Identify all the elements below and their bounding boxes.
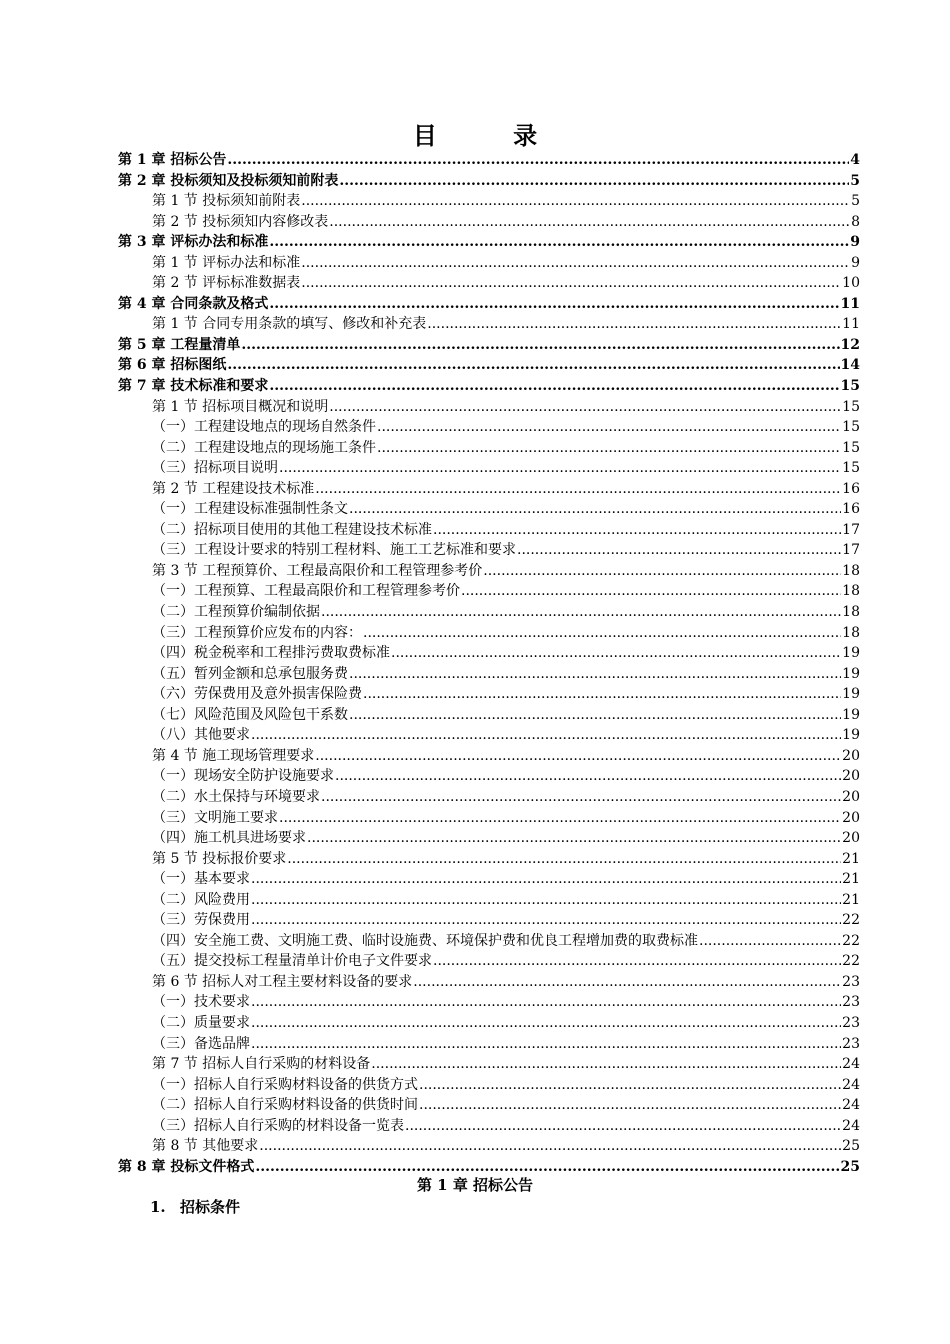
toc-leader-dots [251,1013,841,1033]
toc-entry-label: （三）劳保费用 [152,912,250,929]
toc-leader-dots [259,1136,841,1156]
toc-leader-dots [433,520,841,540]
toc-entry-label: （一）基本要求 [152,871,250,888]
toc-leader-dots [419,1075,841,1095]
toc-leader-dots [251,992,841,1012]
toc-entry-page: 18 [842,562,860,579]
toc-entry-label: 第 6 节 招标人对工程主要材料设备的要求 [152,973,413,990]
toc-entry-page: 24 [842,1097,860,1114]
toc-entry-label: （八）其他要求 [152,727,250,744]
toc-entry-label: 第 5 节 投标报价要求 [152,850,287,867]
toc-entry-label: （六）劳保费用及意外损害保险费 [152,686,362,703]
toc-entry-page: 24 [842,1117,860,1134]
toc-entry-page: 19 [842,645,860,662]
toc-entry-label: （三）工程预算价应发布的内容： [152,624,362,641]
toc-entry[interactable] [118,1054,860,1075]
toc-entry-page: 20 [842,768,860,785]
toc-leader-dots [461,581,841,601]
toc-entry[interactable] [118,643,860,664]
toc-entry[interactable] [118,520,860,541]
toc-leader-dots [335,766,841,786]
toc-leader-dots [241,335,839,355]
toc-leader-dots [339,171,849,191]
toc-entry-label: （五）提交投标工程量清单计价电子文件要求 [152,953,432,970]
toc-entry[interactable] [118,910,860,931]
toc-entry[interactable] [118,972,860,993]
toc-entry-page: 19 [842,665,860,682]
toc-entry[interactable] [118,684,860,705]
toc-entry[interactable] [118,951,860,972]
toc-entry-label: （二）招标人自行采购材料设备的供货时间 [152,1097,418,1114]
toc-leader-dots [269,232,849,252]
toc-entry[interactable] [118,705,860,726]
toc-entry[interactable] [118,171,860,192]
toc-entry-label: （一）现场安全防护设施要求 [152,768,334,785]
toc-entry[interactable] [118,1075,860,1096]
toc-leader-dots [405,1116,841,1136]
toc-leader-dots [427,314,841,334]
toc-entry-page: 9 [850,234,860,251]
toc-leader-dots [251,869,841,889]
toc-entry-label: 第 6 章 招标图纸 [118,357,227,374]
toc-leader-dots [227,150,849,170]
toc-entry[interactable] [118,725,860,746]
toc-entry-label: （三）招标项目说明 [152,460,278,477]
toc-entry-page: 19 [842,706,860,723]
toc-entry-page: 8 [851,213,860,230]
toc-leader-dots [433,951,841,971]
toc-entry[interactable] [118,890,860,911]
toc-entry-label: 第 4 节 施工现场管理要求 [152,747,315,764]
toc-entry[interactable] [118,602,860,623]
toc-entry-label: 第 1 节 招标项目概况和说明 [152,398,329,415]
toc-entry-label: （四）安全施工费、文明施工费、临时设施费、环境保护费和优良工程增加费的取费标准 [152,932,698,949]
section-title: 招标条件 [180,1198,241,1216]
toc-entry-page: 21 [842,891,860,908]
toc-leader-dots [699,931,841,951]
toc-leader-dots [269,376,839,396]
toc-leader-dots [279,458,841,478]
toc-leader-dots [269,294,839,314]
toc-leader-dots [377,438,841,458]
toc-entry[interactable] [118,253,860,274]
toc-entry[interactable] [118,623,860,644]
toc-entry[interactable] [118,397,860,418]
toc-entry-label: 第 1 节 投标须知前附表 [152,193,301,210]
toc-entry[interactable] [118,540,860,561]
toc-entry-label: （四）施工机具进场要求 [152,830,306,847]
toc-entry-page: 17 [842,521,860,538]
toc-entry[interactable] [118,1034,860,1055]
toc-entry-page: 23 [842,1035,860,1052]
toc-entry[interactable] [118,1116,860,1137]
toc-entry-page: 24 [842,1056,860,1073]
toc-entry-page: 18 [842,583,860,600]
toc-entry-label: 第 3 节 工程预算价、工程最高限价和工程管理参考价 [152,562,483,579]
section-heading [150,1196,240,1218]
toc-leader-dots [371,1054,841,1074]
toc-entry[interactable] [118,273,860,294]
chapter-heading: 第 1 章 招标公告 [416,1176,534,1194]
toc-entry-page: 10 [842,275,860,292]
toc-entry-label: 第 2 节 工程建设技术标准 [152,480,315,497]
toc-entry-label: 第 4 章 合同条款及格式 [118,295,269,312]
toc-entry-label: （三）招标人自行采购的材料设备一览表 [152,1117,404,1134]
toc-entry[interactable] [118,828,860,849]
toc-entry-page: 18 [842,604,860,621]
toc-leader-dots [363,623,841,643]
toc-entry-page: 25 [840,1158,860,1175]
toc-entry[interactable] [118,1136,860,1157]
toc-entry-page: 15 [842,460,860,477]
toc-entry[interactable] [118,931,860,952]
toc-entry-label: （三）工程设计要求的特别工程材料、施工工艺标准和要求 [152,542,516,559]
toc-entry-label: 第 5 章 工程量清单 [118,336,241,353]
toc-leader-dots [391,643,841,663]
toc-entry[interactable] [118,849,860,870]
toc-entry[interactable] [118,664,860,685]
toc-entry[interactable] [118,417,860,438]
toc-leader-dots [301,273,841,293]
toc-entry[interactable] [118,1095,860,1116]
toc-title: 目 录 [412,122,572,150]
toc-entry-label: （二）质量要求 [152,1014,250,1031]
toc-leader-dots [413,972,841,992]
toc-leader-dots [349,705,841,725]
toc-entry[interactable] [118,191,860,212]
toc-entry-page: 22 [842,953,860,970]
toc-leader-dots [517,540,841,560]
toc-entry-page: 11 [840,295,860,312]
toc-leader-dots [363,684,841,704]
toc-leader-dots [329,397,841,417]
toc-entry-label: （四）税金税率和工程排污费取费标准 [152,645,390,662]
toc-entry-page: 15 [842,439,860,456]
toc-entry-page: 15 [842,398,860,415]
toc-leader-dots [321,602,841,622]
toc-leader-dots [483,561,841,581]
toc-entry[interactable] [118,150,860,171]
toc-entry-label: 第 7 章 技术标准和要求 [118,378,269,395]
toc-leader-dots [349,664,841,684]
toc-entry-page: 4 [850,152,860,168]
toc-entry-page: 21 [842,871,860,888]
toc-entry-label: （一）工程建设地点的现场自然条件 [152,419,376,436]
toc-entry-label: 第 1 章 招标公告 [118,152,227,168]
toc-entry-label: （二）招标项目使用的其他工程建设技术标准 [152,521,432,538]
toc-entry[interactable] [118,438,860,459]
toc-entry-page: 15 [840,378,860,395]
toc-entry-label: 第 8 章 投标文件格式 [118,1158,255,1175]
toc-entry-page: 5 [851,193,860,210]
toc-entry-page: 16 [842,501,860,518]
toc-entry-label: （三）备选品牌 [152,1035,250,1052]
toc-entry-page: 21 [842,850,860,867]
toc-leader-dots [301,191,850,211]
toc-leader-dots [307,828,841,848]
toc-entry-label: 第 2 节 评标标准数据表 [152,275,301,292]
toc-leader-dots [251,1034,841,1054]
toc-leader-dots [419,1095,841,1115]
toc-entry[interactable] [118,314,860,335]
section-number: 1. [150,1198,166,1216]
toc-entry[interactable] [118,355,860,376]
toc-leader-dots [251,890,841,910]
toc-leader-dots [349,499,841,519]
toc-entry[interactable] [118,294,860,315]
toc-entry[interactable] [118,766,860,787]
toc-leader-dots [251,910,841,930]
toc-entry-page: 24 [842,1076,860,1093]
toc-entry-page: 12 [840,336,860,353]
toc-leader-dots [279,808,841,828]
toc-entry-label: （一）招标人自行采购材料设备的供货方式 [152,1076,418,1093]
table-of-contents [118,150,860,1177]
toc-entry[interactable] [118,561,860,582]
toc-entry-label: （二）工程预算价编制依据 [152,604,320,621]
toc-entry-label: （五）暂列金额和总承包服务费 [152,665,348,682]
toc-entry-page: 23 [842,1014,860,1031]
toc-entry[interactable] [118,212,860,233]
toc-entry-page: 20 [842,809,860,826]
toc-entry[interactable] [118,232,860,253]
toc-leader-dots [227,355,839,375]
toc-entry-page: 15 [842,419,860,436]
toc-entry-page: 20 [842,830,860,847]
toc-entry[interactable] [118,869,860,890]
toc-entry[interactable] [118,808,860,829]
toc-entry[interactable] [118,499,860,520]
toc-leader-dots [287,849,841,869]
toc-entry-label: 第 2 章 投标须知及投标须知前附表 [118,172,339,189]
toc-entry-page: 23 [842,973,860,990]
toc-entry-label: （二）水土保持与环境要求 [152,788,320,805]
toc-entry[interactable] [118,335,860,356]
toc-entry-page: 16 [842,480,860,497]
toc-entry-label: 第 1 节 合同专用条款的填写、修改和补充表 [152,316,427,333]
toc-entry[interactable] [118,479,860,500]
toc-entry[interactable] [118,992,860,1013]
toc-leader-dots [321,787,841,807]
toc-entry[interactable] [118,458,860,479]
toc-entry[interactable] [118,787,860,808]
toc-entry-page: 9 [851,254,860,271]
toc-entry-page: 5 [850,172,860,189]
toc-entry-label: 第 3 章 评标办法和标准 [118,234,269,251]
toc-leader-dots [315,479,841,499]
toc-entry-page: 25 [842,1138,860,1155]
toc-entry-page: 17 [842,542,860,559]
toc-entry-label: （二）风险费用 [152,891,250,908]
toc-entry-page: 22 [842,932,860,949]
toc-leader-dots [377,417,841,437]
toc-leader-dots [315,746,841,766]
toc-entry[interactable] [118,746,860,767]
toc-entry-label: 第 2 节 投标须知内容修改表 [152,213,329,230]
toc-entry-label: （一）工程预算、工程最高限价和工程管理参考价 [152,583,460,600]
toc-entry-label: （一）工程建设标准强制性条文 [152,501,348,518]
toc-entry-page: 22 [842,912,860,929]
toc-entry-label: 第 7 节 招标人自行采购的材料设备 [152,1056,371,1073]
toc-leader-dots [301,253,850,273]
toc-entry[interactable] [118,581,860,602]
toc-entry-page: 20 [842,747,860,764]
toc-entry-label: （二）工程建设地点的现场施工条件 [152,439,376,456]
toc-entry-page: 14 [840,357,860,374]
toc-entry[interactable] [118,376,860,397]
toc-entry-page: 20 [842,788,860,805]
toc-entry-label: 第 8 节 其他要求 [152,1138,259,1155]
toc-entry-label: （一）技术要求 [152,994,250,1011]
toc-leader-dots [251,725,841,745]
toc-entry-page: 19 [842,727,860,744]
toc-entry-page: 23 [842,994,860,1011]
toc-entry-page: 19 [842,686,860,703]
toc-entry-page: 11 [842,316,860,333]
toc-entry-label: （三）文明施工要求 [152,809,278,826]
toc-leader-dots [329,212,850,232]
toc-entry-label: （七）风险范围及风险包干系数 [152,706,348,723]
toc-entry[interactable] [118,1013,860,1034]
toc-entry-page: 18 [842,624,860,641]
toc-entry-label: 第 1 节 评标办法和标准 [152,254,301,271]
